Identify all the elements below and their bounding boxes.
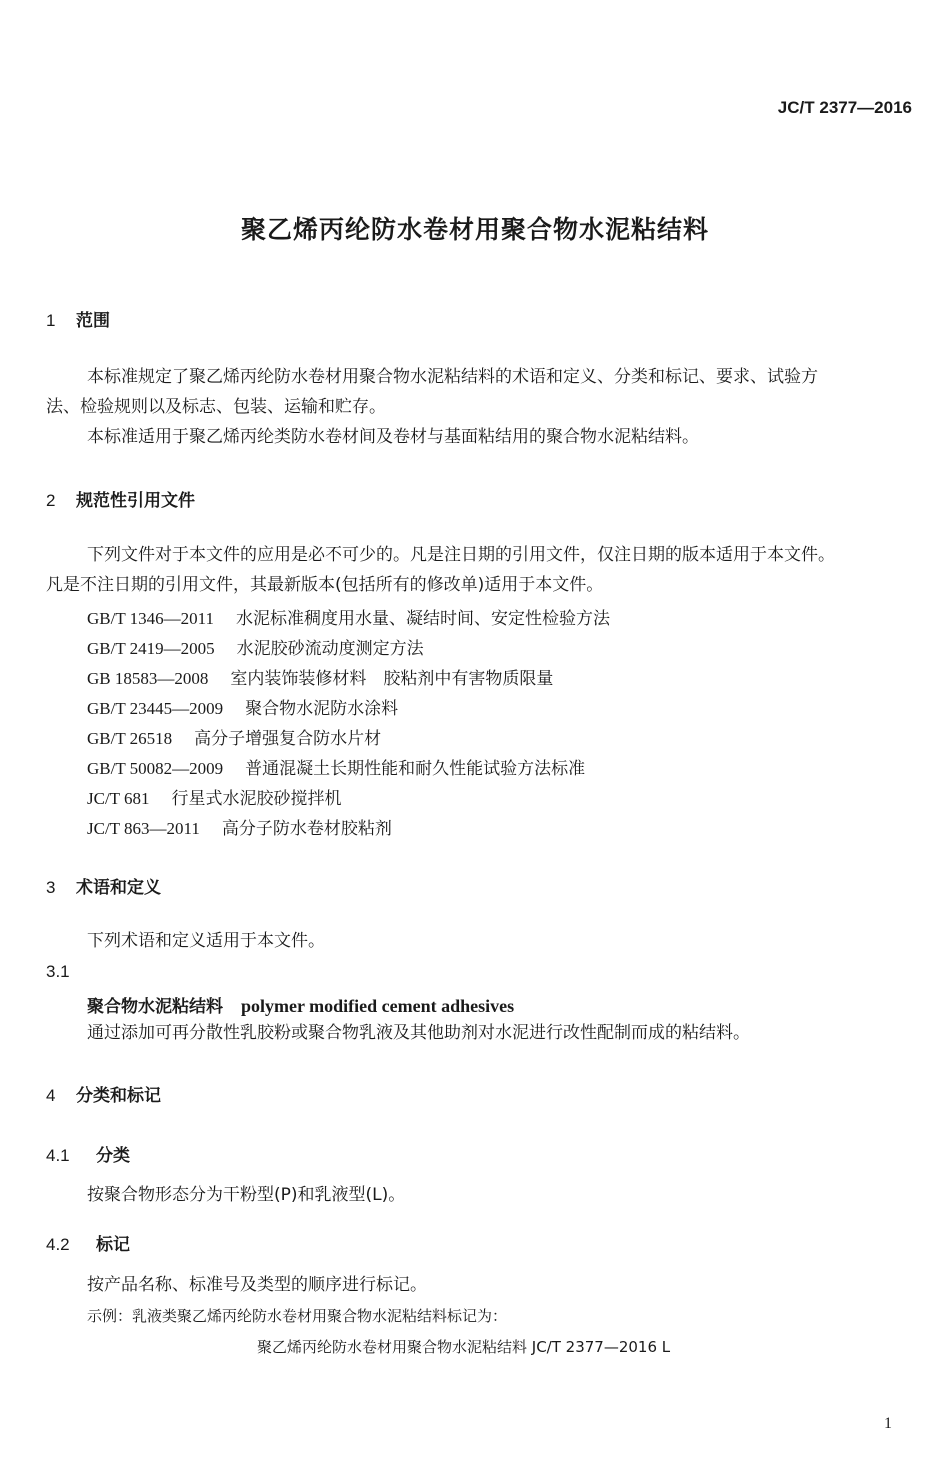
term-definition: 通过添加可再分散性乳胶粉或聚合物乳液及其他助剂对水泥进行改性配制而成的粘结料。 <box>87 1023 750 1043</box>
section-4-heading <box>46 1081 161 1106</box>
reference-item <box>87 634 424 659</box>
reference-code: JC/T 863—2011 <box>87 819 200 838</box>
term-number: 3.1 <box>46 962 70 981</box>
document-title: 聚乙烯丙纶防水卷材用聚合物水泥粘结料 <box>240 215 709 244</box>
reference-item <box>87 694 398 719</box>
subsection-title: 分类 <box>96 1146 130 1166</box>
reference-item <box>87 664 553 689</box>
section-title: 术语和定义 <box>76 878 161 898</box>
section-title: 分类和标记 <box>76 1086 161 1106</box>
section-number: 2 <box>46 491 56 510</box>
reference-title: 室内装饰装修材料 胶粘剂中有害物质限量 <box>230 669 554 689</box>
reference-code: GB/T 23445—2009 <box>87 699 224 718</box>
reference-item <box>87 814 392 839</box>
section-number: 1 <box>46 311 56 330</box>
reference-title: 普通混凝土长期性能和耐久性能试验方法标准 <box>245 759 586 779</box>
section-2-heading <box>46 486 195 511</box>
example-label: 示例：乳液类聚乙烯丙纶防水卷材用聚合物水泥粘结料标记为： <box>87 1307 508 1325</box>
paragraph: 按聚合物形态分为干粉型(P)和乳液型(L)。 <box>87 1185 406 1205</box>
section-3-heading <box>46 873 161 898</box>
section-1-heading <box>46 306 110 331</box>
paragraph: 按产品名称、标准号及类型的顺序进行标记。 <box>87 1275 427 1295</box>
section-number: 4 <box>46 1086 56 1105</box>
reference-item <box>87 604 610 629</box>
reference-code: GB 18583—2008 <box>87 669 209 688</box>
reference-code: GB/T 26518 <box>87 729 173 748</box>
reference-item <box>87 784 342 809</box>
paragraph-line: 法、检验规则以及标志、包装、运输和贮存。 <box>46 397 386 417</box>
term-chinese: 聚合物水泥粘结料 <box>87 997 223 1017</box>
term-english: polymer modified cement adhesives <box>241 996 515 1016</box>
reference-title: 高分子防水卷材胶粘剂 <box>221 819 392 839</box>
reference-code: GB/T 50082—2009 <box>87 759 224 778</box>
reference-title: 行星式水泥胶砂搅拌机 <box>171 789 342 809</box>
reference-item <box>87 754 585 779</box>
section-title: 规范性引用文件 <box>76 491 195 511</box>
example-mark: 聚乙烯丙纶防水卷材用聚合物水泥粘结料 JC/T 2377—2016 L <box>257 1338 671 1356</box>
term-entry <box>87 992 514 1017</box>
paragraph: 下列术语和定义适用于本文件。 <box>87 931 325 951</box>
reference-title: 水泥标准稠度用水量、凝结时间、安定性检验方法 <box>236 609 611 629</box>
reference-title: 水泥胶砂流动度测定方法 <box>236 639 424 659</box>
paragraph: 本标准适用于聚乙烯丙纶类防水卷材间及卷材与基面粘结用的聚合物水泥粘结料。 <box>87 427 699 447</box>
subsection-number: 4.1 <box>46 1146 70 1165</box>
paragraph-line: 凡是不注日期的引用文件，其最新版本(包括所有的修改单)适用于本文件。 <box>46 575 604 595</box>
reference-item <box>87 724 381 749</box>
reference-code: JC/T 681 <box>87 789 150 808</box>
section-number: 3 <box>46 878 56 897</box>
paragraph-line: 本标准规定了聚乙烯丙纶防水卷材用聚合物水泥粘结料的术语和定义、分类和标记、要求、试验方 <box>87 367 818 387</box>
paragraph-line: 下列文件对于本文件的应用是必不可少的。凡是注日期的引用文件，仅注日期的版本适用于本文件。 <box>87 545 835 565</box>
subsection-4-2-heading <box>46 1230 130 1255</box>
reference-title: 高分子增强复合防水片材 <box>194 729 382 749</box>
reference-code: GB/T 1346—2011 <box>87 609 215 628</box>
reference-title: 聚合物水泥防水涂料 <box>245 699 399 719</box>
section-title: 范围 <box>76 311 110 331</box>
standard-code: JC/T 2377—2016 <box>777 98 912 117</box>
subsection-4-1-heading <box>46 1141 130 1166</box>
subsection-number: 4.2 <box>46 1235 70 1254</box>
page-number: 1 <box>884 1415 892 1432</box>
reference-code: GB/T 2419—2005 <box>87 639 215 658</box>
subsection-title: 标记 <box>96 1235 130 1255</box>
